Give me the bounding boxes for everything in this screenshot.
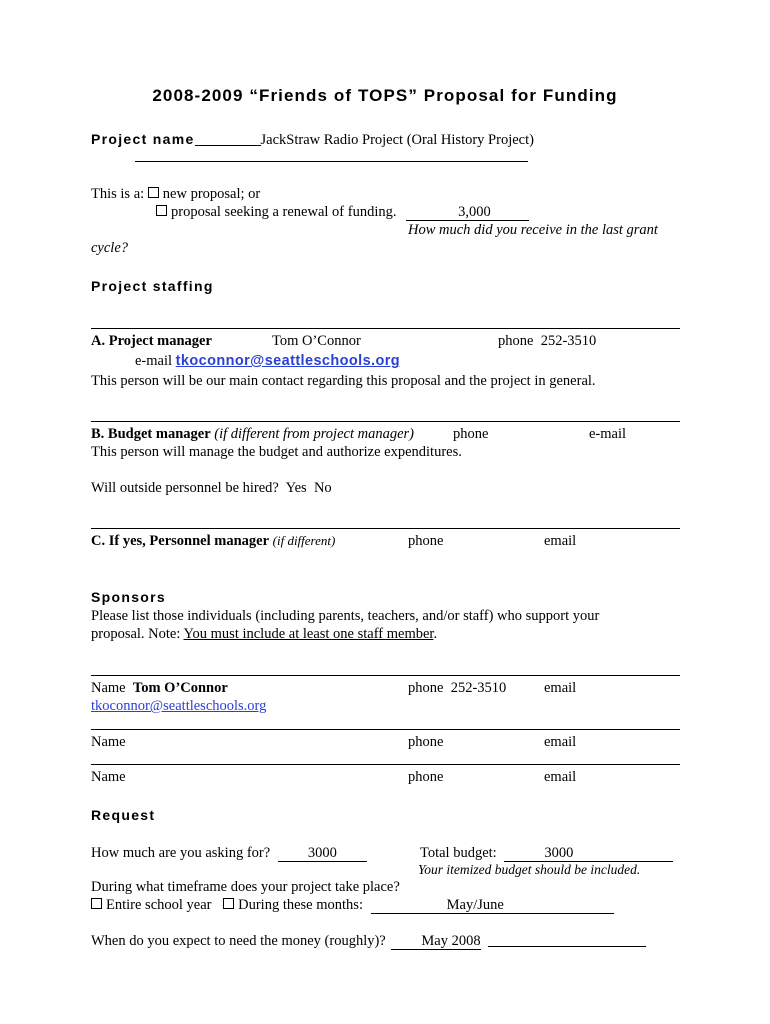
divider <box>91 764 680 765</box>
divider <box>91 328 680 329</box>
sponsors-instructions-note <box>91 625 437 643</box>
project-name-blank <box>195 131 261 146</box>
project-manager-name[interactable]: Tom O’Connor <box>272 333 361 349</box>
new-proposal-label: new proposal; or <box>162 186 261 202</box>
request-heading: Request <box>91 807 156 823</box>
total-budget-value[interactable]: 3000 <box>504 845 673 862</box>
entire-year-checkbox[interactable] <box>91 898 102 909</box>
months-checkbox[interactable] <box>223 898 234 909</box>
staffing-heading: Project staffing <box>91 278 214 294</box>
outside-no-option[interactable]: No <box>313 480 332 496</box>
project-manager-label: A. Project manager <box>91 333 212 349</box>
new-proposal-checkbox[interactable] <box>148 187 159 198</box>
sponsors-instructions: Please list those individuals (including parents, teachers, and/or staff) who support your <box>91 608 600 624</box>
sponsor-row-2-email-label: email <box>544 734 577 750</box>
money-needed-question: When do you expect to need the money (roughly)? <box>91 933 386 949</box>
sponsor-row-2-phone-label: phone <box>408 734 444 750</box>
budget-manager-note: This person will manage the budget and authorize expenditures. <box>91 444 462 460</box>
staff-requirement: You must include at least one staff member <box>183 626 434 642</box>
money-needed-blank <box>488 932 646 947</box>
sponsor-row-1-phone <box>408 679 506 697</box>
divider <box>91 729 680 730</box>
budget-manager-label: B. Budget manager <box>91 426 211 442</box>
sponsor-row-1-name <box>91 679 228 697</box>
project-name-row <box>91 130 534 149</box>
note-text: proposal. Note: <box>91 626 184 642</box>
money-needed-value[interactable]: May 2008 <box>391 933 480 950</box>
email-label: e-mail <box>135 353 173 369</box>
money-needed-row <box>91 932 646 950</box>
asking-amount-row <box>91 844 367 862</box>
personnel-manager-row <box>91 532 335 550</box>
project-manager-email-link[interactable]: tkoconnor@seattleschools.org <box>175 353 401 369</box>
itemized-budget-note: Your itemized budget should be included. <box>418 862 641 877</box>
last-grant-question: How much did you receive in the last grant <box>408 222 658 238</box>
personnel-manager-label: C. If yes, Personnel manager <box>91 533 270 549</box>
phone-label: phone <box>498 333 534 349</box>
sponsor-phone[interactable]: 252-3510 <box>450 680 507 696</box>
project-manager-email-row <box>135 352 400 370</box>
renewal-checkbox[interactable] <box>156 205 167 216</box>
phone-label: phone <box>408 680 444 696</box>
months-value[interactable]: May/June <box>371 897 614 914</box>
outside-personnel-row <box>91 479 332 497</box>
asking-amount-value[interactable]: 3000 <box>278 845 367 862</box>
project-name-continuation-line <box>135 148 528 162</box>
outside-yes-option[interactable]: Yes <box>285 480 307 496</box>
timeframe-question: During what timeframe does your project take place? <box>91 879 400 895</box>
project-name-label: Project name <box>91 131 195 147</box>
divider <box>91 528 680 529</box>
divider <box>91 675 680 676</box>
personnel-manager-email-label: email <box>544 533 577 549</box>
last-grant-question-cont: cycle? <box>91 240 129 256</box>
project-manager-phone-row <box>498 332 596 350</box>
project-manager-phone[interactable]: 252-3510 <box>540 333 597 349</box>
proposal-type-lead: This is a: <box>91 186 145 202</box>
project-manager-note: This person will be our main contact regarding this proposal and the project in general. <box>91 373 596 389</box>
outside-personnel-question: Will outside personnel be hired? <box>91 480 279 496</box>
page-title: 2008-2009 “Friends of TOPS” Proposal for Funding <box>152 86 618 105</box>
entire-year-label: Entire school year <box>106 897 212 913</box>
asking-amount-label: How much are you asking for? <box>91 845 271 861</box>
sponsor-row-1-email-label: email <box>544 680 577 696</box>
sponsor-email-link[interactable]: tkoconnor@seattleschools.org <box>91 698 267 714</box>
note-period: . <box>433 626 438 642</box>
sponsor-name[interactable]: Tom O’Connor <box>132 680 228 696</box>
budget-manager-email-label: e-mail <box>589 426 627 442</box>
project-name-value[interactable]: JackStraw Radio Project (Oral History Project) <box>260 132 534 148</box>
name-label: Name <box>91 680 126 696</box>
renewal-amount[interactable]: 3,000 <box>406 204 529 221</box>
total-budget-label: Total budget: <box>420 845 497 861</box>
sponsors-heading: Sponsors <box>91 589 166 605</box>
renewal-row <box>156 203 529 221</box>
personnel-manager-phone-label: phone <box>408 533 444 549</box>
timeframe-options-row <box>91 896 614 914</box>
budget-manager-phone-label: phone <box>453 426 489 442</box>
personnel-manager-qualifier: (if different) <box>272 533 336 548</box>
sponsor-row-3-name-label: Name <box>91 769 126 785</box>
sponsor-row-3-email-label: email <box>544 769 577 785</box>
sponsor-row-3-phone-label: phone <box>408 769 444 785</box>
sponsor-row-2-name-label: Name <box>91 734 126 750</box>
proposal-type-row <box>91 185 260 203</box>
renewal-label: proposal seeking a renewal of funding. <box>171 204 397 220</box>
divider <box>91 421 680 422</box>
total-budget-row <box>420 844 673 862</box>
budget-manager-qualifier: (if different from project manager) <box>214 426 414 442</box>
budget-manager-row <box>91 425 414 443</box>
months-label: During these months: <box>238 897 363 913</box>
